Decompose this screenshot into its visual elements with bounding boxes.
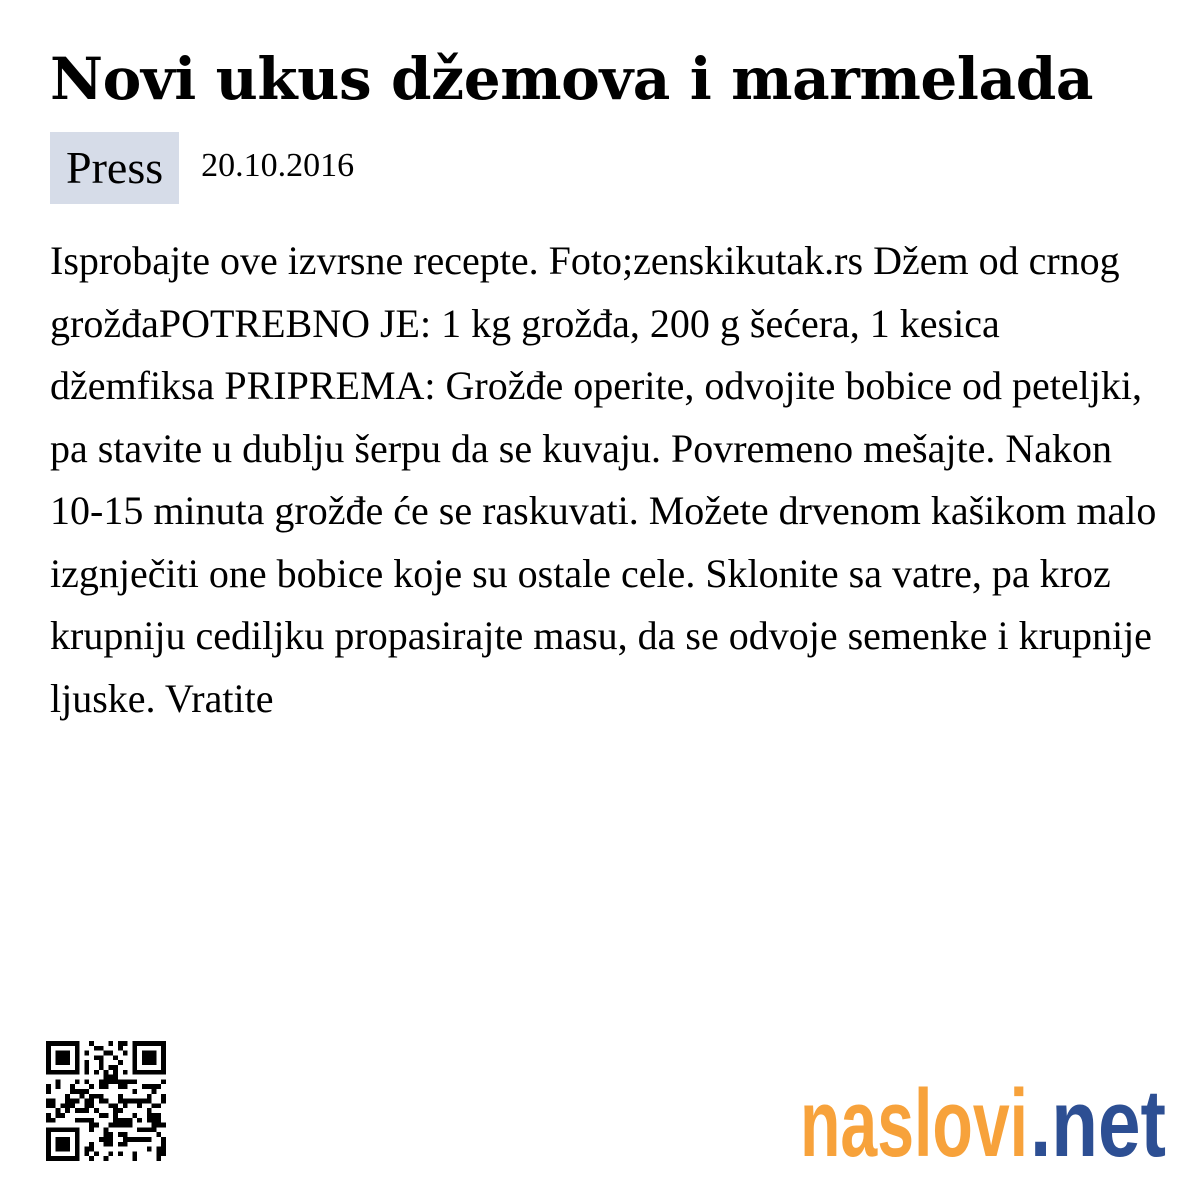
source-badge[interactable]: Press (50, 132, 179, 204)
article (50, 40, 1160, 792)
logo-text-main: naslovi (800, 1070, 1028, 1164)
publish-date: 20.10.2016 (201, 147, 355, 184)
naslovi-logo[interactable] (800, 1068, 1170, 1164)
logo-text-suffix: .net (1030, 1070, 1166, 1164)
article-body: Isprobajte ove izvrsne recepte. Foto;zenskikutak.rs Džem od crnog grožđaPOTREBNO JE: 1 kg grožđa, 200 g šećera, 1 kesica džemfiksa PRIPREMA: Grožđe operite, odvojite bobice od peteljki, pa stavite u dublju šerpu da se kuvaju. Povremeno mešajte. Nakon 10-15 minuta grožđe će se raskuvati. Možete drvenom kašikom malo izgnječiti one bobice koje su ostale cele. Sklonite sa vatre, pa kroz krupniju cediljku propasirajte masu, da se odvoje semenke i krupnije ljuske. Vratite (50, 238, 1157, 721)
qr-code-icon (46, 1040, 166, 1162)
article-meta (50, 132, 1160, 204)
article-title: Novi ukus džemova i marmelada (50, 45, 1094, 113)
